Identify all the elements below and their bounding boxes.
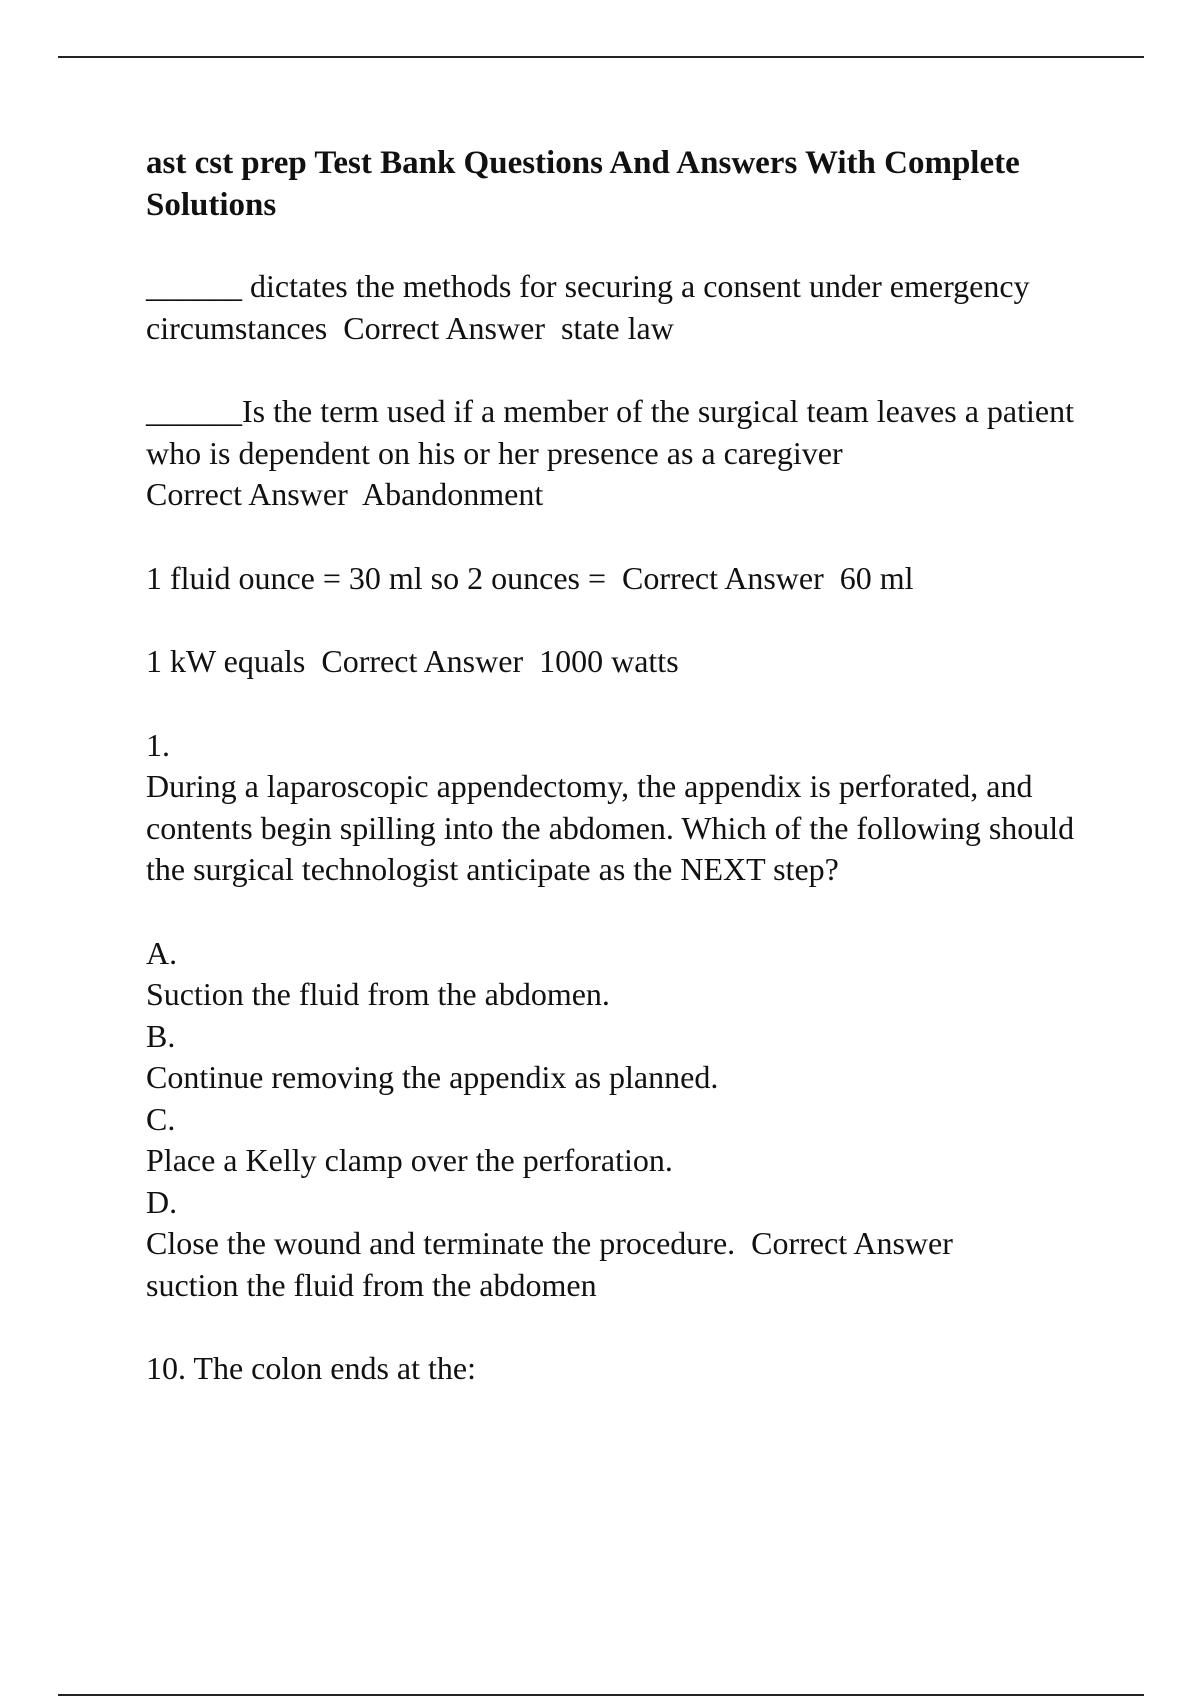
option-letter-c: C. [146,1100,176,1137]
answer-label: Correct Answer [146,476,348,512]
mcq-options [146,933,1086,1307]
answer-text: 1000 watts [539,643,679,679]
document-body [146,142,1086,1432]
answer-text: Abandonment [361,476,544,512]
footer-rule [58,1694,1144,1696]
option-text-d [146,1223,1086,1306]
question-text: 1 kW equals [146,643,306,679]
document-title: ast cst prep Test Bank Questions And Answers With Complete Solutions [146,145,1020,223]
qa-item-3 [146,558,1086,600]
answer-label: Correct Answer [321,643,524,679]
option-letter-a: A. [146,934,178,971]
question-text: 1 fluid ounce = 30 ml so 2 ounces = [146,559,607,596]
answer-label: Correct Answer [751,1225,953,1261]
option-letter-b: B. [146,1017,176,1054]
qa-item-1 [146,266,1086,349]
option-text-c: Place a Kelly clamp over the perforation. [146,1142,673,1178]
answer-text: 60 ml [839,559,914,596]
option-d-text: Close the wound and terminate the procedure. [146,1225,736,1261]
header-rule [58,56,1144,58]
question-text: ______Is the term used if a member of the surgical team leaves a patient who is dependent on his or her presence as a caregiver [146,393,1082,471]
answer-label: Correct Answer [343,309,545,346]
answer-text: suction the fluid from the abdomen [146,1266,597,1303]
option-letter-d: D. [146,1183,178,1220]
option-text-a: Suction the fluid from the abdomen. [146,976,610,1012]
qa-item-2 [146,391,1086,516]
question-text: During a laparoscopic appendectomy, the appendix is perforated, and contents begin spilling into the abdomen. Which of the following should the surgical technologist anticipate as the NEXT step? [146,768,1083,887]
option-text-b: Continue removing the appendix as planned. [146,1059,719,1095]
answer-text: state law [560,309,674,346]
mcq-question [146,725,1086,891]
next-question: 10. The colon ends at the: [146,1350,476,1386]
question-number: 1. [146,726,170,763]
qa-item-4 [146,641,1086,683]
question-text: ______ dictates the methods for securing a consent under emergency circumstances [146,268,1038,346]
answer-label: Correct Answer [622,559,824,596]
